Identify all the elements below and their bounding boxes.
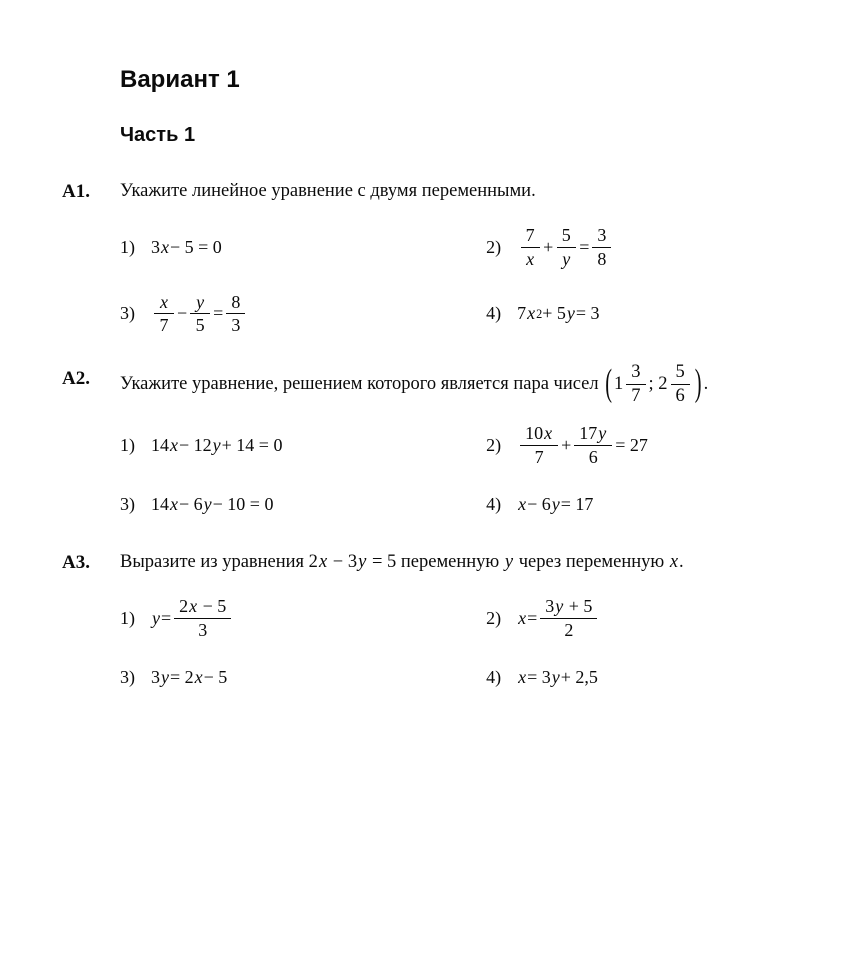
problem-a3-head [62,546,798,580]
answer-option-a1-3 [120,292,486,336]
option-math: $\frac{10x}{7}$ + $\frac{17y}{6}$ = 27 [517,423,648,467]
option-math: $\frac{7}{x}$ + $\frac{5}{y}$ = $\frac{3}{8}$ [517,225,614,269]
option-math: x = $\frac{3y + 5}{2}$ [517,596,600,640]
fraction: $\frac{17y}{6}$ [574,423,612,467]
option-math: 3 x − 5 = 0 [151,236,222,257]
answer-option-a3-3 [120,662,486,692]
problem-a2-options [120,423,798,519]
option-label: 3) [120,303,135,324]
option-label: 3) [120,494,135,515]
problem-a1-id: А1. [62,181,90,202]
option-label: 1) [120,607,135,628]
variant-title: Вариант 1 [120,66,240,93]
fraction: $\frac{3}{8}$ [592,225,611,269]
option-math: $\frac{x}{7}$ − $\frac{y}{5}$ = $\frac{8}{3}$ [151,292,248,336]
fraction: $\frac{x}{7}$ [154,292,174,336]
option-math: y = $\frac{2x - 5}{3}$ [151,596,234,640]
answer-option-a2-1 [120,423,486,467]
part-title: Часть 1 [120,124,196,146]
answer-option-a3-1 [120,596,486,640]
problem-a3-id: А3. [62,551,90,573]
problem-a3 [62,546,798,693]
option-math: 14 x − 12 y + 14 = 0 [151,435,283,456]
answer-option-a1-4 [486,292,798,336]
fraction: $\frac{7}{x}$ [520,225,540,269]
fraction: $\frac{3y + 5}{2}$ [540,596,597,640]
option-label: 1) [120,236,135,257]
answer-option-a1-2 [486,225,798,269]
option-label: 4) [486,494,502,515]
answer-option-a2-3 [120,490,486,520]
problem-a1-statement: Укажите линейное уравнение с двумя переменными. [120,181,536,201]
fraction: $\frac{5}{6}$ [671,362,690,408]
answer-option-a2-2 [486,423,798,467]
problem-a1-head [62,175,798,209]
option-math: x = 3 y + 2,5 [518,666,598,687]
option-label: 4) [486,666,502,687]
problem-a3-options [120,596,798,692]
option-label: 1) [120,435,135,456]
answer-option-a2-4 [486,490,798,520]
fraction: $\frac{10x}{7}$ [520,423,558,467]
problem-a1 [62,175,798,336]
answer-option-a3-4 [486,662,798,692]
problem-a2-id: А2. [62,367,90,389]
problem-a1-options [120,225,798,336]
option-label: 3) [120,666,135,687]
problem-a2-head [62,362,798,408]
fraction: $\frac{5}{y}$ [556,225,576,269]
option-math: 14 x − 6 y − 10 = 0 [151,494,274,515]
option-math: 3 y = 2 x − 5 [151,666,228,687]
fraction: $\frac{3}{7}$ [626,362,645,408]
fraction: $\frac{8}{3}$ [226,292,245,336]
option-math: x − 6 y = 17 [518,494,594,515]
problem-a2 [62,362,798,520]
fraction: $\frac{y}{5}$ [190,292,210,336]
option-label: 2) [486,236,502,257]
option-math: 7 x 2 + 5 y = 3 [517,303,600,324]
problem-a3-statement: Выразите из уравнения 2x − 3y = 5 переменную y через переменную x. [120,551,684,572]
problem-a2-statement: Укажите уравнение, решением которого является пара чисел ( 1 $\frac{3}{7}$ ; 2 $\frac{5}{6}$ ) . [120,361,709,407]
answer-option-a1-1 [120,225,486,269]
option-label: 2) [486,435,502,456]
answer-option-a3-2 [486,596,798,640]
fraction: $\frac{2x - 5}{3}$ [174,596,231,640]
option-label: 2) [486,607,502,628]
option-label: 4) [486,303,502,324]
